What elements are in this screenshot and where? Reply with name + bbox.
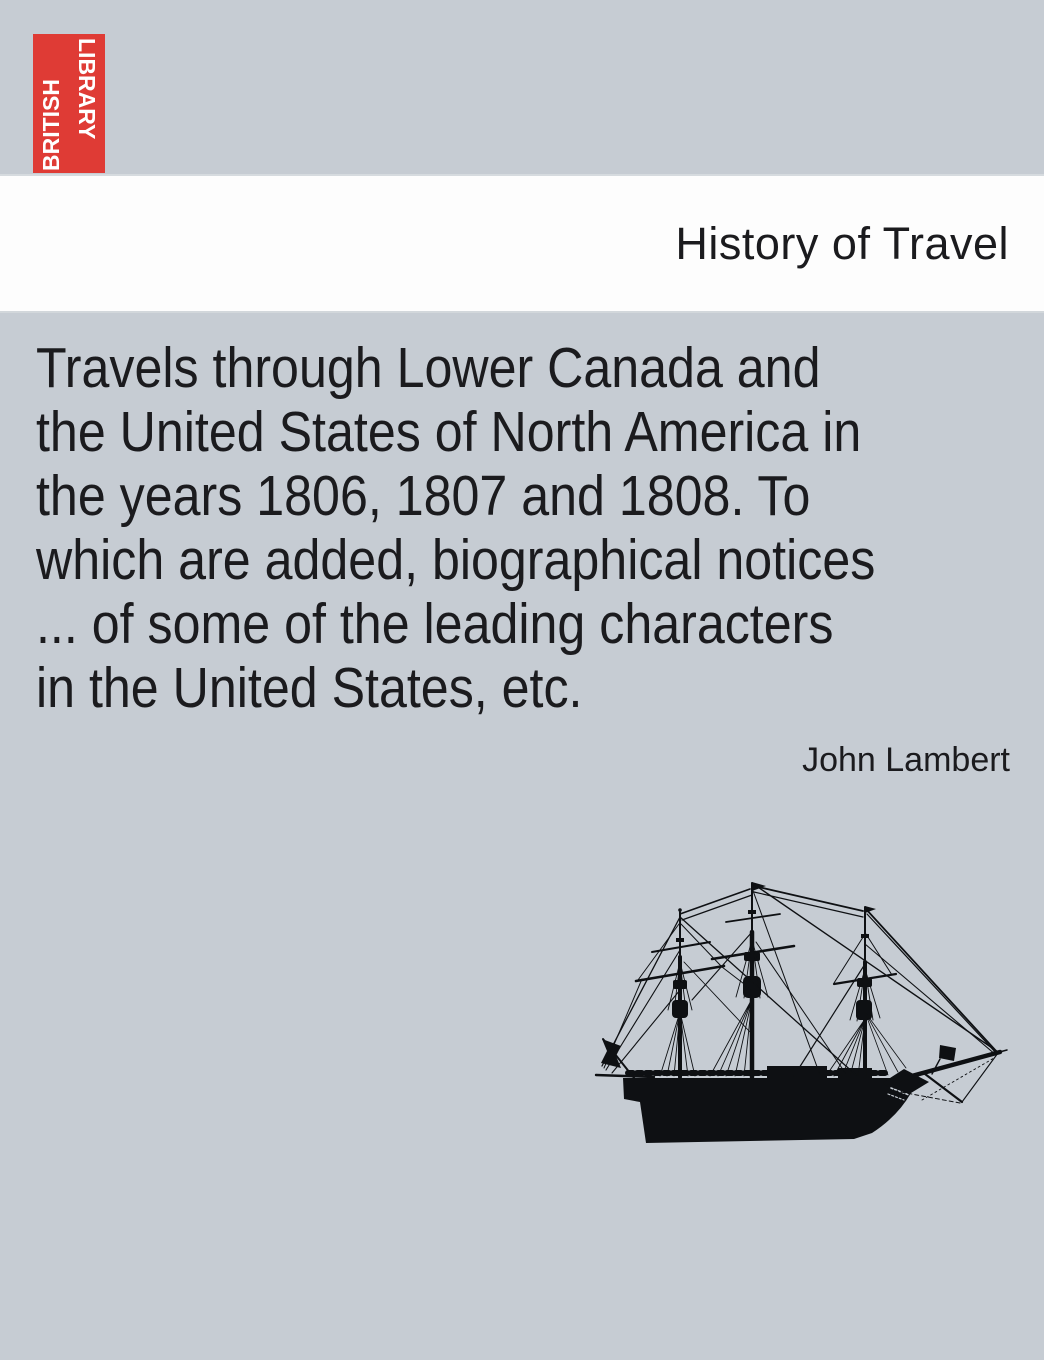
book-title [36, 336, 1044, 720]
author-name: John Lambert [802, 741, 1010, 779]
logo-word-library: LIBRARY [74, 38, 100, 140]
title-line-3: the years 1806, 1807 and 1808. To [36, 464, 811, 528]
british-library-logo [33, 34, 105, 173]
title-line-2: the United States of North America in [36, 400, 862, 464]
logo-word-british: BRITISH [38, 79, 64, 171]
category-band [0, 174, 1044, 313]
ship-rigging [602, 883, 998, 1076]
title-line-1: Travels through Lower Canada and [36, 336, 821, 400]
title-line-4: which are added, biographical notices [36, 528, 876, 592]
title-line-6: in the United States, etc. [36, 656, 583, 720]
category-label: History of Travel [675, 217, 1009, 269]
ship-hull [623, 1066, 929, 1143]
ship-illustration [588, 862, 1008, 1157]
title-line-5: ... of some of the leading characters [36, 592, 834, 656]
ship-silhouette-icon [588, 862, 1008, 1157]
